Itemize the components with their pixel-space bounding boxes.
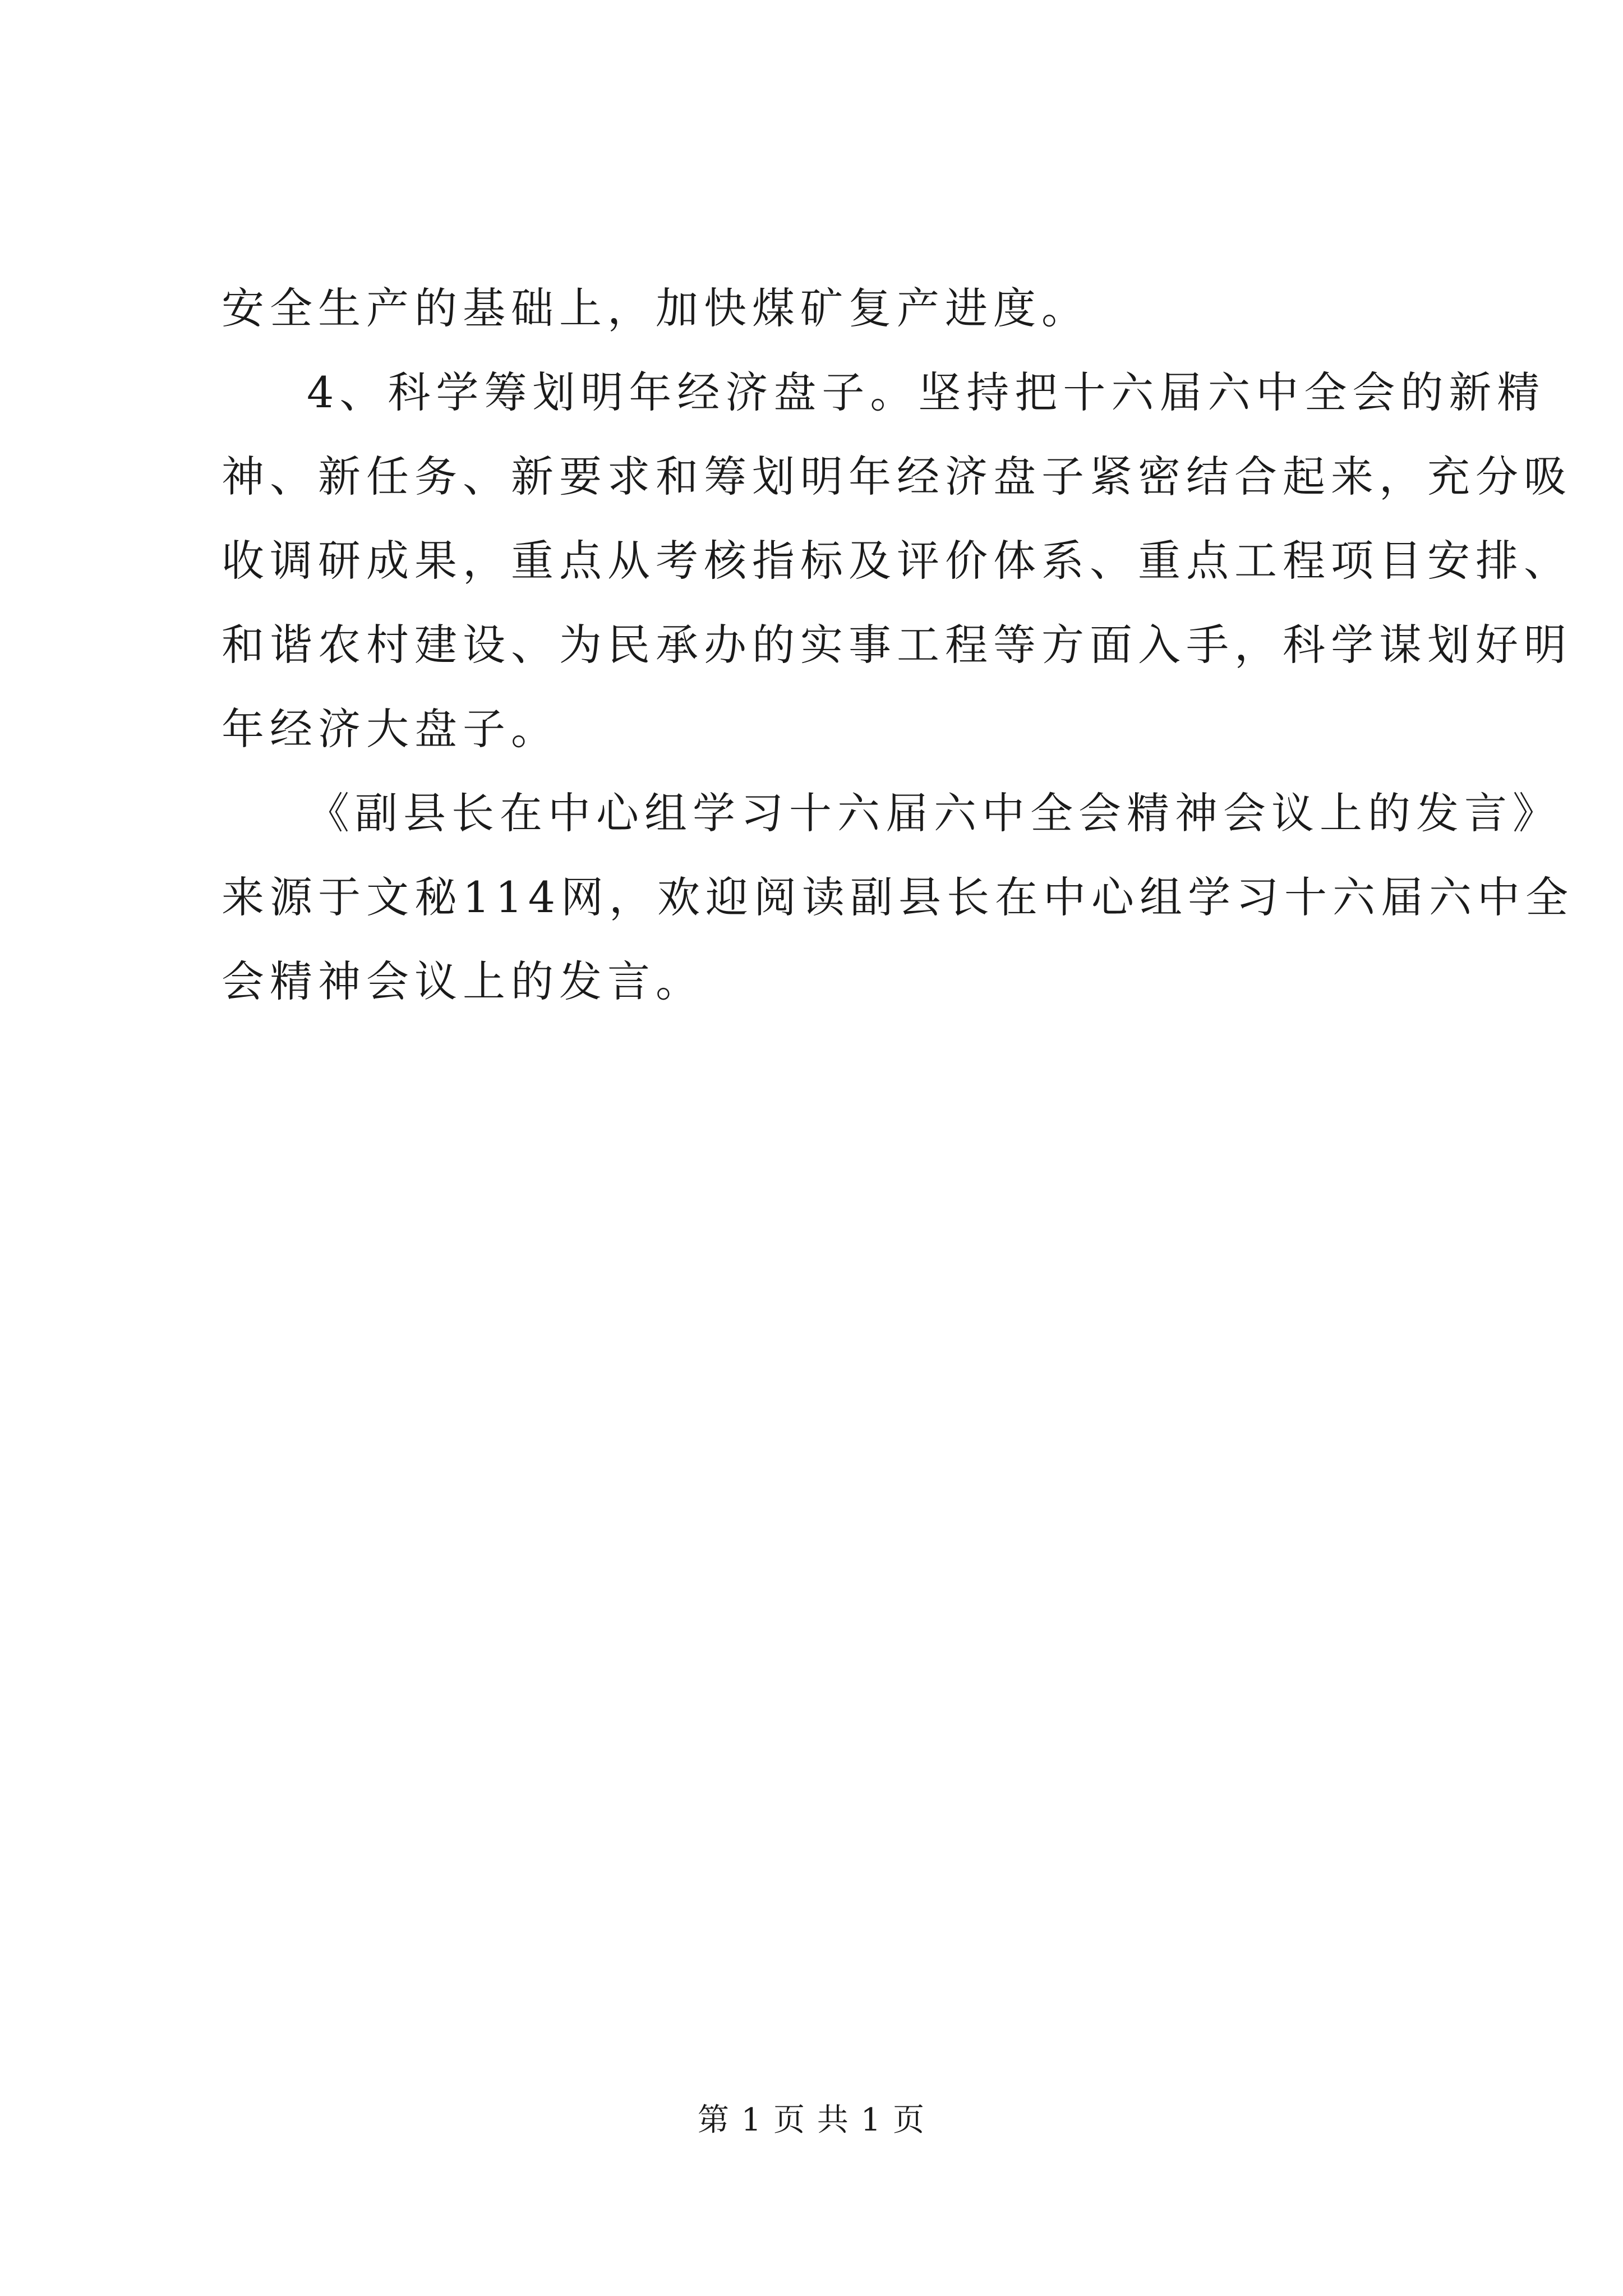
paragraph-line: 神、新任务、新要求和筹划明年经济盘子紧密结合起来，充分吸: [222, 452, 1572, 501]
document-body: [222, 266, 1574, 1024]
page-footer: 第 1 页 共 1 页: [697, 2102, 926, 2138]
paragraph-line: 安全生产的基础上，加快煤矿复产进度。: [222, 283, 1090, 333]
paragraph-line: 来源于文秘114网，欢迎阅读副县长在中心组学习十六届六中全: [222, 872, 1574, 922]
paragraph-line: 年经济大盘子。: [222, 704, 559, 754]
paragraph-line: 收调研成果，重点从考核指标及评价体系、重点工程项目安排、: [222, 536, 1572, 586]
paragraph-line: 4、科学筹划明年经济盘子。坚持把十六届六中全会的新精: [307, 367, 1546, 417]
paragraph-line: 会精神会议上的发言。: [222, 956, 704, 1006]
paragraph-line: 和谐农村建设、为民承办的实事工程等方面入手，科学谋划好明: [222, 620, 1572, 670]
paragraph-line: 《副县长在中心组学习十六届六中全会精神会议上的发言》: [307, 788, 1561, 838]
